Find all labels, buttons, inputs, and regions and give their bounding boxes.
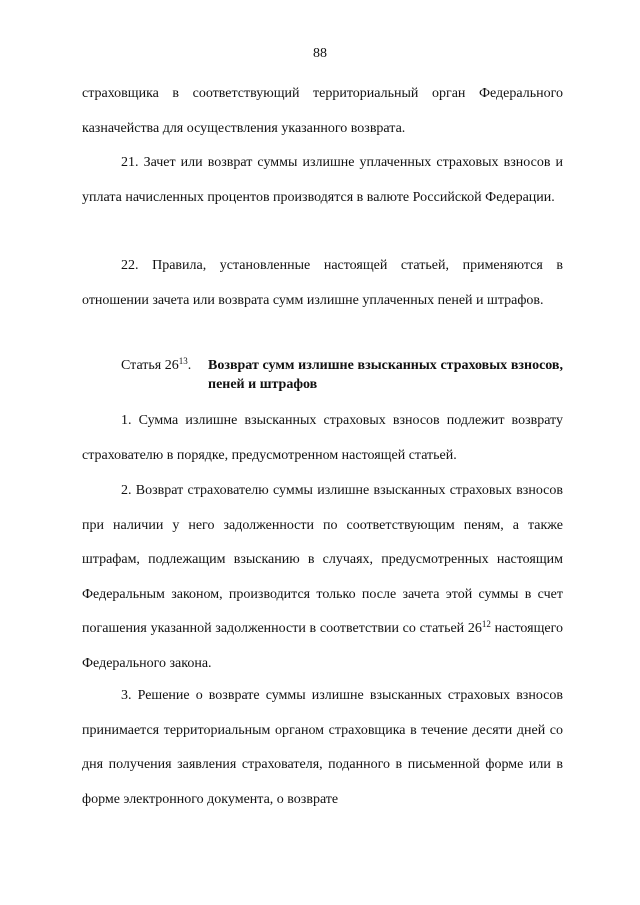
paragraph-continuation [82, 77, 563, 146]
article-label [121, 356, 191, 375]
paragraph-21 [82, 146, 563, 215]
reference-superscript: 12 [481, 619, 491, 629]
article-paragraph-3 [82, 679, 563, 817]
article-label-prefix: Статья 26 [121, 358, 179, 373]
paragraph-text-end: настоящего Федерального закона. [82, 621, 563, 671]
paragraph-text: 22. Правила, установленные настоящей статьей, применяются в отношении зачета или возврата сумм излишне уплаченных пеней и штрафов. [82, 258, 563, 308]
paragraph-22 [82, 249, 563, 318]
paragraph-text: 1. Сумма излишне взысканных страховых взносов подлежит возврату страхователю в порядке, предусмотренном настоящей статьей. [82, 413, 563, 463]
page-number: 88 [313, 46, 327, 61]
article-paragraph-2 [82, 474, 563, 681]
paragraph-text-main: 2. Возврат страхователю суммы излишне взысканных страховых взносов при наличии у него задолженности по соответствующим пеням, а также штрафам, подлежащим взысканию в случаях, предусмотренных настоящим Федеральным законом, производится только после зачета этой суммы в счет погашения указанной задолженности в соответствии со статьей 26 [82, 483, 563, 636]
paragraph-text: 21. Зачет или возврат суммы излишне уплаченных страховых взносов и уплата начисленных процентов производятся в валюте Российской Федерации. [82, 155, 563, 205]
paragraph-text: 3. Решение о возврате суммы излишне взысканных страховых взносов принимается территориальным органом страховщика в течение десяти дней со дня получения заявления страхователя, поданного в письменной форме или в форме электронного документа, о возврате [82, 688, 563, 807]
article-paragraph-1 [82, 404, 563, 473]
paragraph-text [82, 474, 563, 681]
article-title: Возврат сумм излишне взысканных страховых взносов, пеней и штрафов [208, 358, 563, 392]
article-label-superscript: 13 [178, 356, 188, 366]
paragraph-text: страховщика в соответствующий территориальный орган Федерального казначейства для осуществления указанного возврата. [82, 86, 563, 136]
article-label-suffix: . [187, 358, 192, 373]
